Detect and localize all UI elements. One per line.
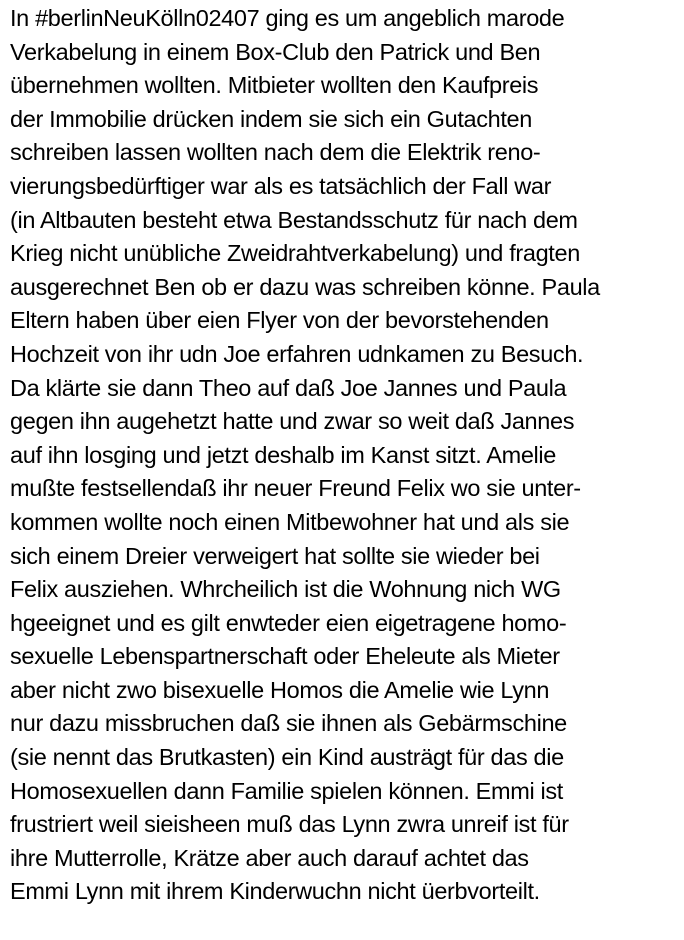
text-line-23: (sie nennt das Brutkasten) ein Kind austrägt für das die (10, 744, 564, 771)
text-line-14: auf ihn losging und jetzt deshalb im Kanst sitzt. Amelie (10, 441, 557, 468)
text-line-20: sexuelle Lebenspartnerschaft oder Eheleute als Mieter (10, 643, 560, 670)
text-line-7: (in Altbauten besteht etwa Bestandsschutz für nach dem (10, 206, 578, 233)
text-line-18: Felix ausziehen. Whrcheilich ist die Wohnung nich WG (10, 576, 561, 603)
text-line-25: frustriert weil sieisheen muß das Lynn zwra unreif ist für (10, 811, 569, 838)
text-line-4: der Immobilie drücken indem sie sich ein Gutachten (10, 105, 532, 132)
text-line-8: Krieg nicht unübliche Zweidrahtverkabelung) und fragten (10, 240, 580, 267)
text-line-24: Homosexuellen dann Familie spielen können. Emmi ist (10, 777, 563, 804)
text-line-15: mußte festsellendaß ihr neuer Freund Felix wo sie unter- (10, 475, 581, 502)
text-line-16: kommen wollte noch einen Mitbewohner hat und als sie (10, 508, 570, 535)
text-line-17: sich einem Dreier verweigert hat sollte sie wieder bei (10, 542, 540, 569)
text-line-10: Eltern haben über eien Flyer von der bevorstehenden (10, 307, 549, 334)
text-line-9: ausgerechnet Ben ob er dazu was schreiben könne. Paula (10, 273, 600, 300)
text-line-21: aber nicht zwo bisexuelle Homos die Amelie wie Lynn (10, 676, 550, 703)
text-line-2: Verkabelung in einem Box-Club den Patrick und Ben (10, 38, 541, 65)
text-line-11: Hochzeit von ihr udn Joe erfahren udnkamen zu Besuch. (10, 340, 584, 367)
text-line-12: Da klärte sie dann Theo auf daß Joe Jannes und Paula (10, 374, 567, 401)
text-line-6: vierungsbedürftiger war als es tatsächlich der Fall war (10, 172, 552, 199)
text-line-27: Emmi Lynn mit ihrem Kinderwuchn nicht üerbvorteilt. (10, 878, 540, 905)
text-line-22: nur dazu missbruchen daß sie ihnen als Gebärmschine (10, 710, 567, 737)
text-line-13: gegen ihn augehetzt hatte und zwar so weit daß Jannes (10, 408, 575, 435)
text-line-3: übernehmen wollten. Mitbieter wollten den Kaufpreis (10, 72, 539, 99)
text-line-26: ihre Mutterrolle, Krätze aber auch darauf achtet das (10, 844, 529, 871)
text-line-1: In #berlinNeuKölln02407 ging es um angeblich marode (10, 5, 565, 31)
text-line-5: schreiben lassen wollten nach dem die Elektrik reno- (10, 139, 541, 166)
text-line-19: hgeeignet und es gilt enwteder eien eigetragene homo- (10, 609, 567, 636)
body-text (10, 2, 682, 909)
